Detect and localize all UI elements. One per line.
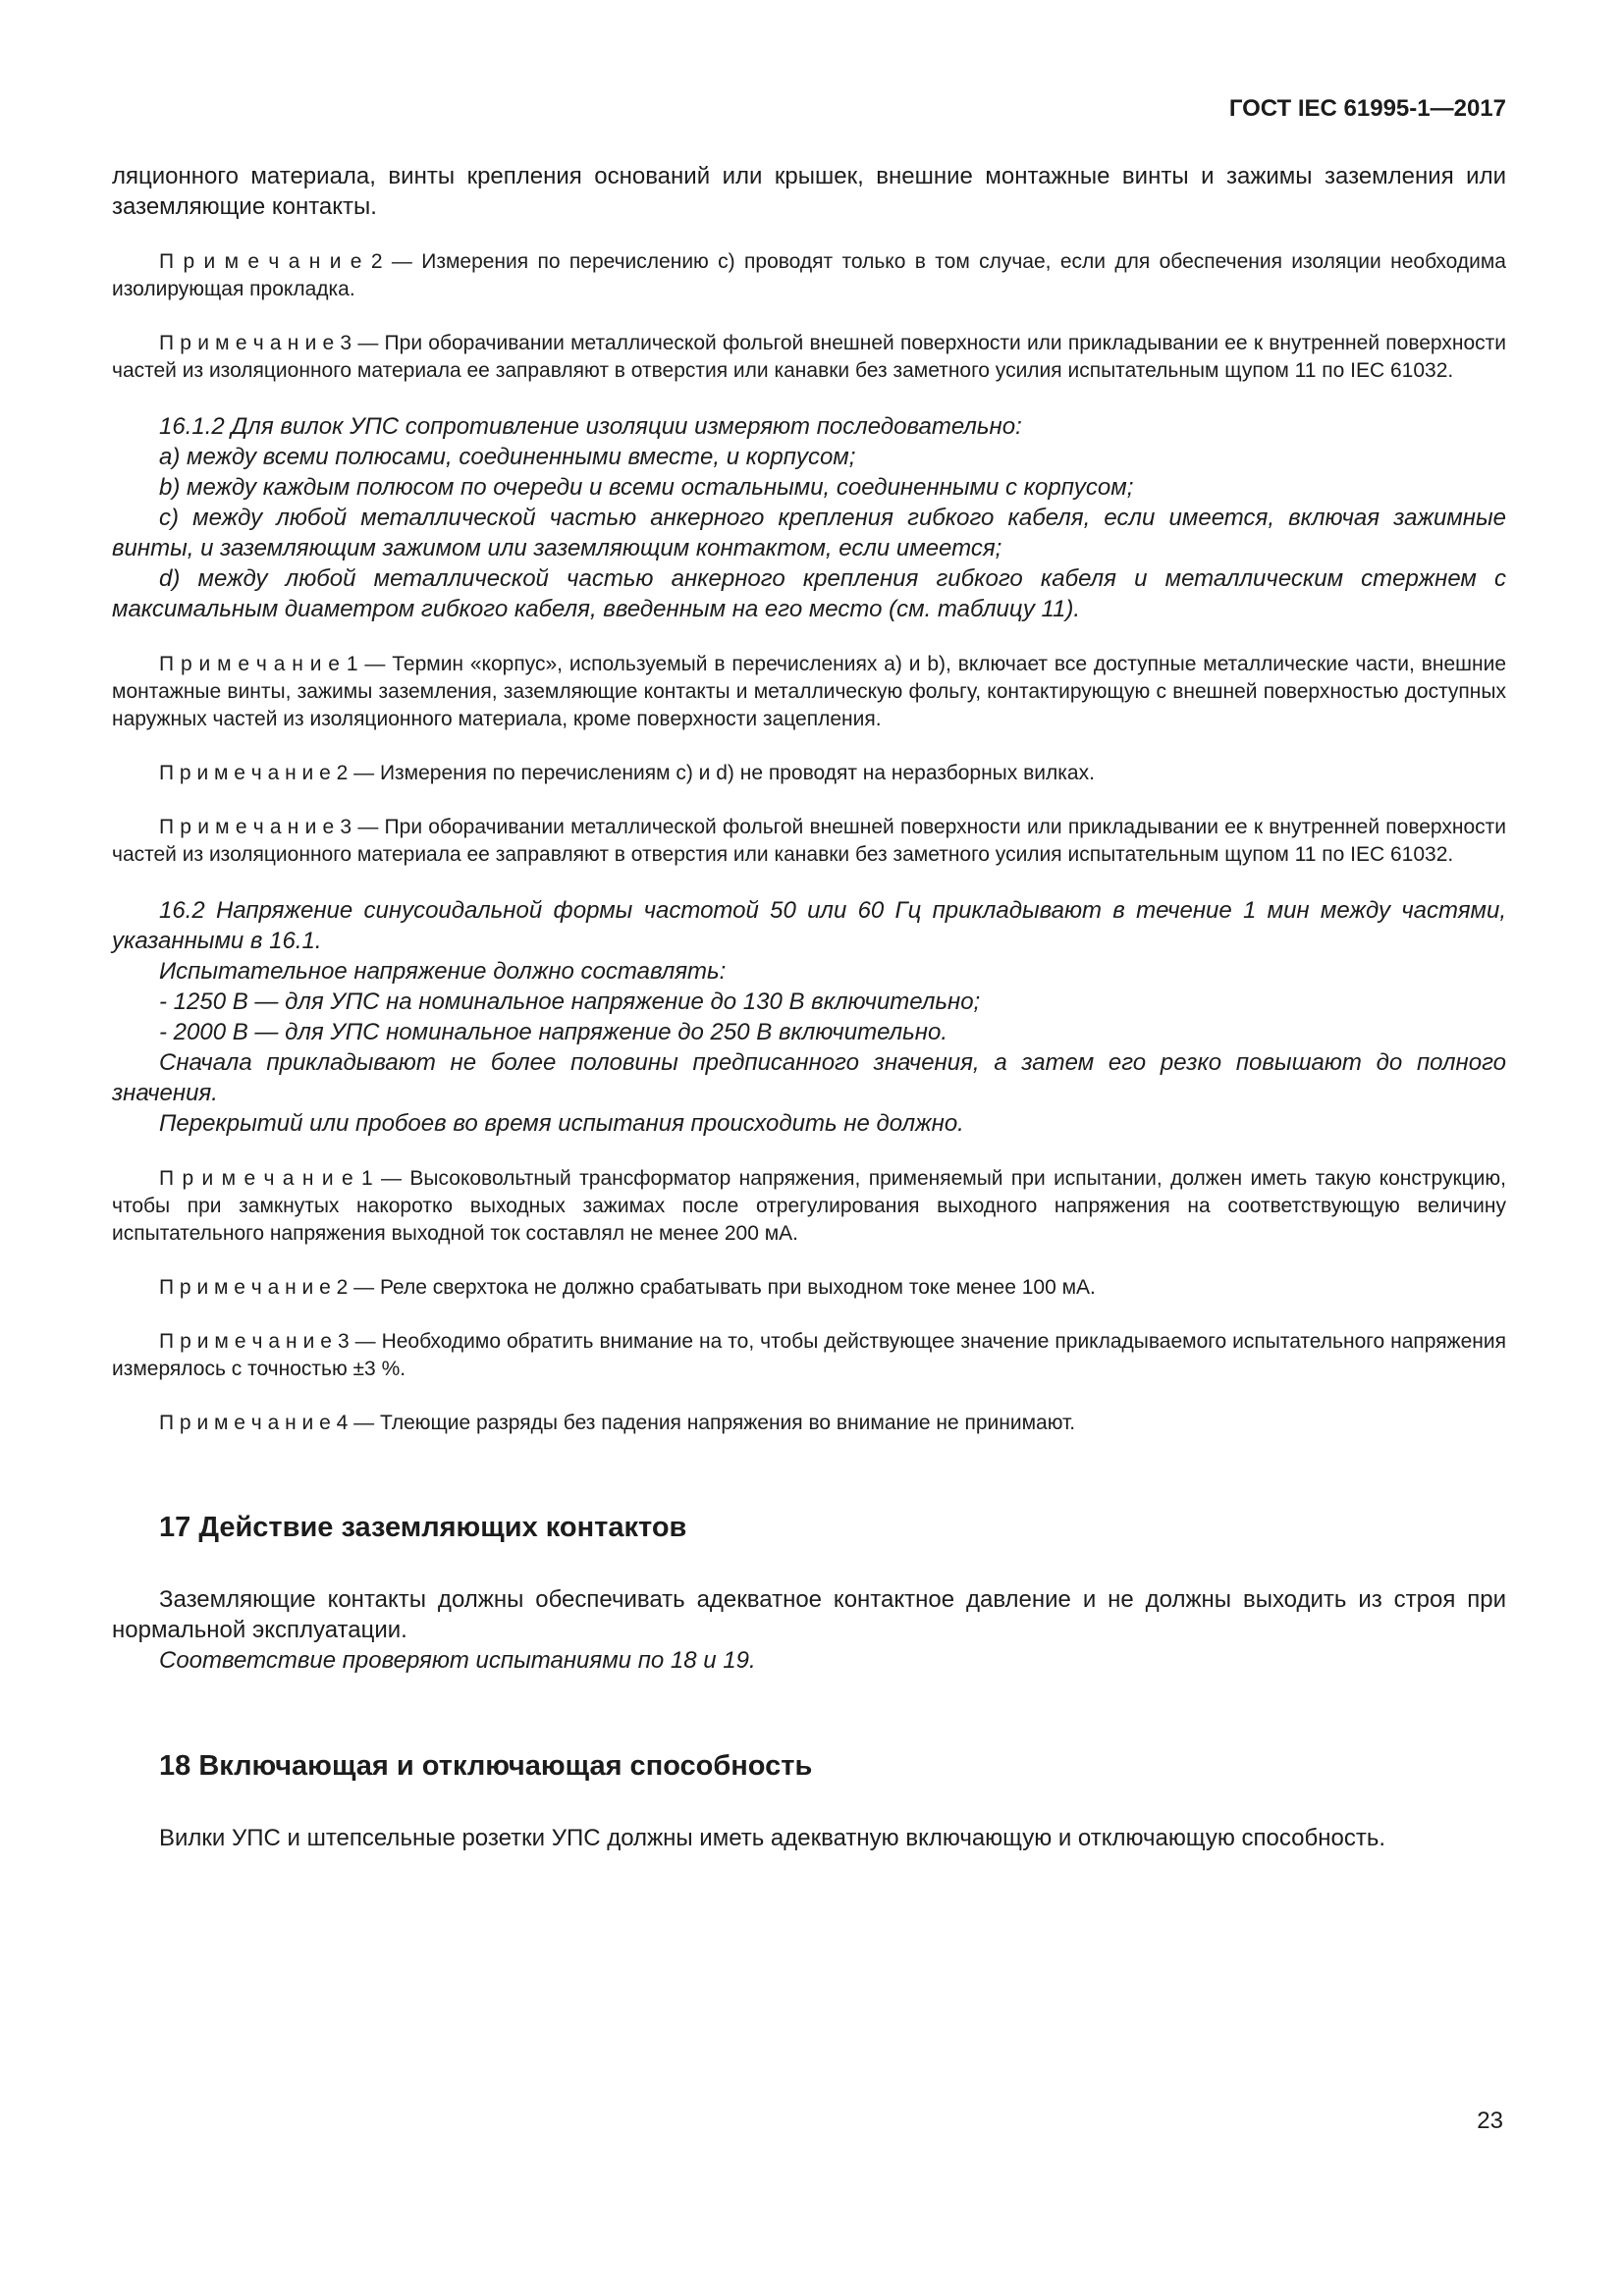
running-header: ГОСТ IEC 61995-1—2017 <box>1228 95 1506 122</box>
voltage-option-2000: - 2000 В — для УПС номинальное напряжение до 250 В включительно. <box>159 1019 947 1045</box>
list-item-b: b) между каждым полюсом по очереди и всеми остальными, соединенными с корпусом; <box>159 474 1134 501</box>
section-17-heading: 17 Действие заземляющих контактов <box>159 1512 687 1543</box>
note-16-1-1-2: П р и м е ч а н и е 2 — Измерения по перечислению c) проводят только в том случае, если для обеспечения изоляции необходима изолирующая прокладка. <box>112 250 1506 300</box>
clause-16-1-2: 16.1.2 Для вилок УПС сопротивление изоляции измеряют последовательно: <box>159 413 1022 440</box>
note-16-2-2: П р и м е ч а н и е 2 — Реле сверхтока не должно срабатывать при выходном токе менее 100 мА. <box>159 1276 1096 1299</box>
clause-16-2: 16.2 Напряжение синусоидальной формы частотой 50 или 60 Гц прикладывают в течение 1 мин между частями, указанными в 16.1. <box>112 897 1506 954</box>
note-16-1-2-2: П р и м е ч а н и е 2 — Измерения по перечислениям c) и d) не проводят на неразборных вилках. <box>159 762 1095 784</box>
voltage-option-1250: - 1250 В — для УПС на номинальное напряжение до 130 В включительно; <box>159 988 981 1015</box>
no-flashover-requirement: Перекрытий или пробоев во время испытания происходить не должно. <box>159 1110 964 1137</box>
note-16-1-2-3: П р и м е ч а н и е 3 — При оборачивании металлической фольгой внешней поверхности или прикладывании ее к внутренней поверхности частей из изоляционного материала ее заправляют в отверстия или канавки без заметного усилия испытательным щупом 11 по IEC 61032. <box>112 816 1506 866</box>
section-17-compliance: Соответствие проверяют испытаниями по 18 и 19. <box>159 1647 756 1674</box>
note-16-2-1: П р и м е ч а н и е 1 — Высоковольтный трансформатор напряжения, применяемый при испытании, должен иметь такую конструкцию, чтобы при замкнутых накоротко выходных зажимах после отрегулирования выходного напряжения на соответствующую величину испытательного напряжения выходной ток составлял не менее 200 мА. <box>112 1167 1506 1245</box>
section-18-paragraph: Вилки УПС и штепсельные розетки УПС должны иметь адекватную включающую и отключающую способность. <box>159 1825 1385 1851</box>
text-column <box>112 94 1506 1853</box>
list-item-d: d) между любой металлической частью анкерного крепления гибкого кабеля и металлическим стержнем с максимальным диаметром гибкого кабеля, введенным на его место (см. таблицу 11). <box>112 565 1506 622</box>
section-18-heading: 18 Включающая и отключающая способность <box>159 1750 813 1782</box>
page-number: 23 <box>1477 2108 1503 2134</box>
note-16-2-4: П р и м е ч а н и е 4 — Тлеющие разряды без падения напряжения во внимание не принимают. <box>159 1412 1076 1434</box>
paragraph-continuation: ляционного материала, винты крепления оснований или крышек, внешние монтажные винты и зажимы заземления или заземляющие контакты. <box>112 163 1506 220</box>
list-item-a: a) между всеми полюсами, соединенными вместе, и корпусом; <box>159 444 856 470</box>
note-16-1-2-1: П р и м е ч а н и е 1 — Термин «корпус», используемый в перечислениях a) и b), включает все доступные металлические части, внешние монтажные винты, зажимы заземления, заземляющие контакты и металлическую фольгу, контактирующую с внешней поверхностью доступных наружных частей из изоляционного материала, кроме поверхности зацепления. <box>112 653 1506 730</box>
apply-half-value: Сначала прикладывают не более половины предписанного значения, а затем его резко повышают до полного значения. <box>112 1049 1506 1106</box>
section-17-paragraph: Заземляющие контакты должны обеспечивать адекватное контактное давление и не должны выходить из строя при нормальной эксплуатации. <box>112 1586 1506 1643</box>
list-item-c: c) между любой металлической частью анкерного крепления гибкого кабеля, если имеется, включая зажимные винты, и заземляющим зажимом или заземляющим контактом, если имеется; <box>112 505 1506 561</box>
test-voltage-intro: Испытательное напряжение должно составлять: <box>159 958 727 985</box>
note-16-2-3: П р и м е ч а н и е 3 — Необходимо обратить внимание на то, чтобы действующее значение прикладываемого испытательного напряжения измерялось с точностью ±3 %. <box>112 1330 1506 1380</box>
note-16-1-1-3: П р и м е ч а н и е 3 — При оборачивании металлической фольгой внешней поверхности или прикладывании ее к внутренней поверхности частей из изоляционного материала ее заправляют в отверстия или канавки без заметного усилия испытательным щупом 11 по IEC 61032. <box>112 332 1506 382</box>
